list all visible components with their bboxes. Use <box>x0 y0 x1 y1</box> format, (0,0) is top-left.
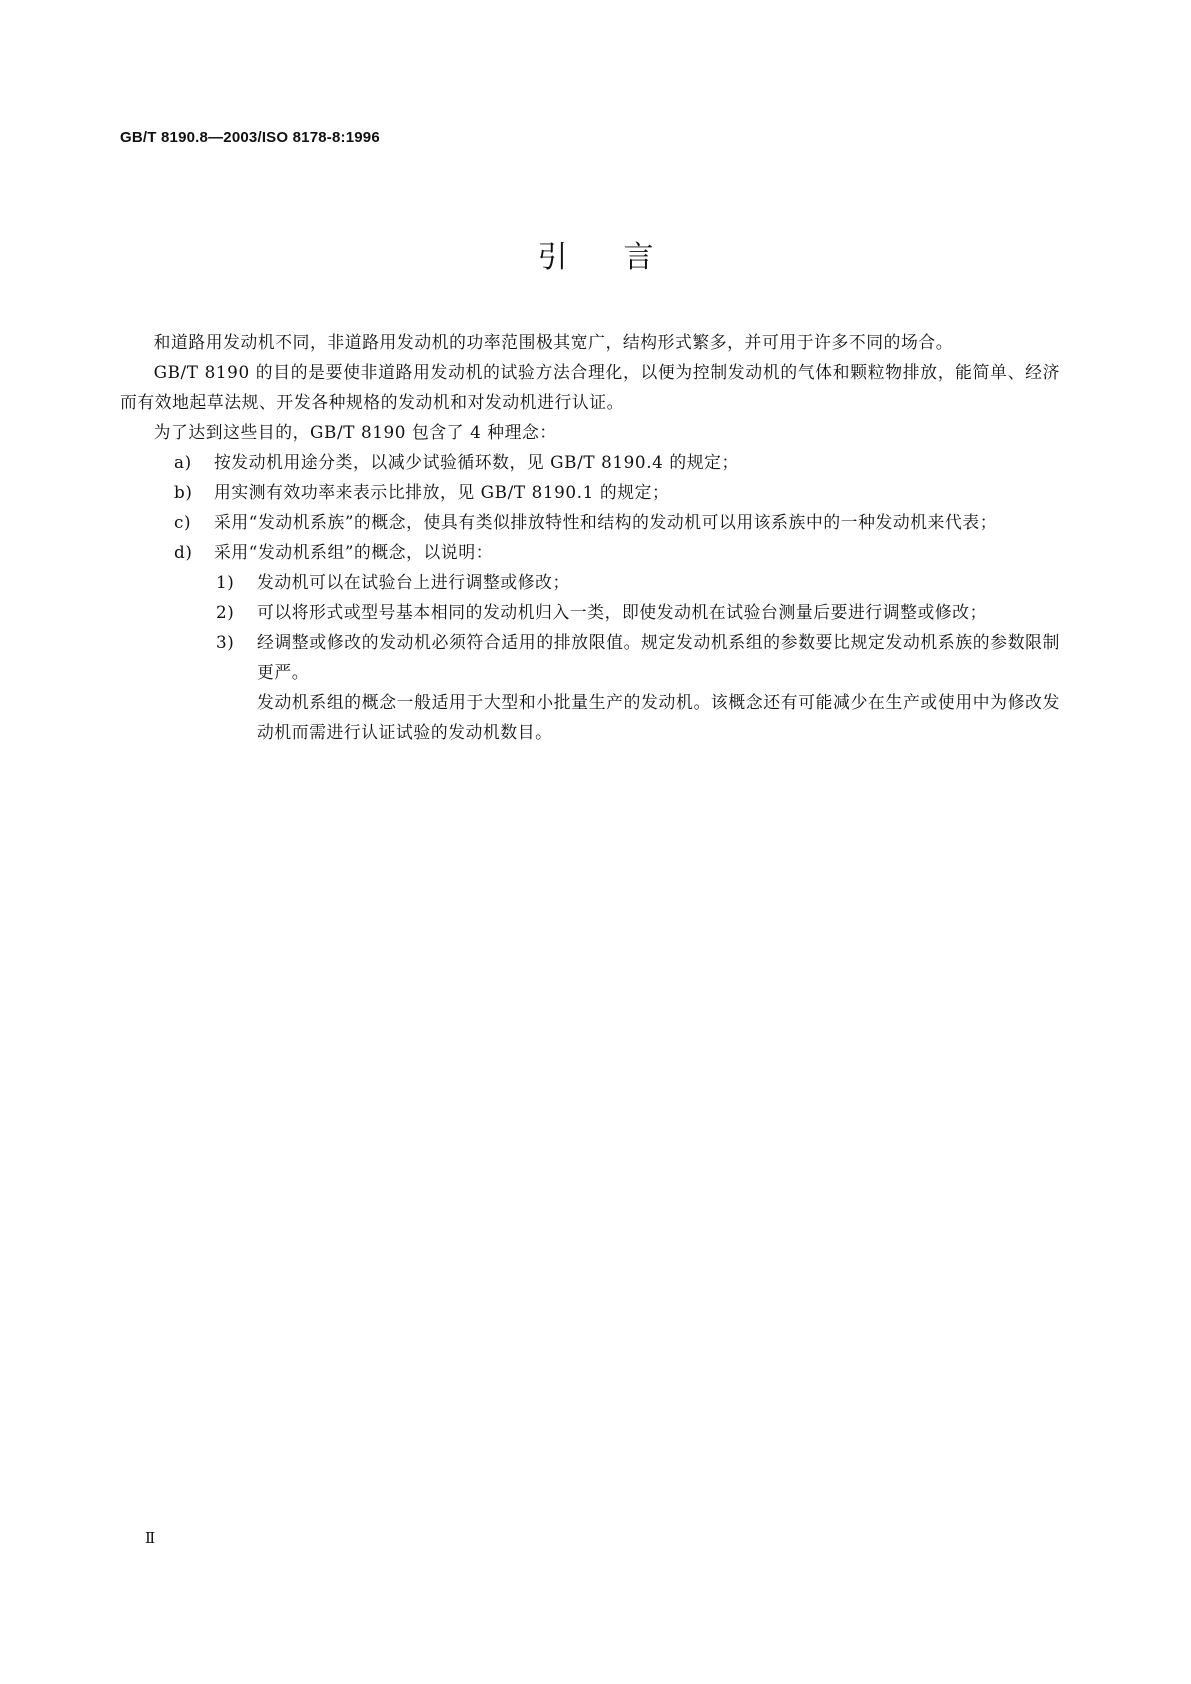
list-item-text: 按发动机用途分类，以减少试验循环数，见 GB/T 8190.4 的规定； <box>214 452 739 472</box>
list-marker: a) <box>174 452 192 472</box>
closing-note: 发动机系组的概念一般适用于大型和小批量生产的发动机。该概念还有可能减少在生产或使用中为修改发动机而需进行认证试验的发动机数目。 <box>257 692 1060 742</box>
list-item-a <box>120 447 1060 477</box>
list-item-text: 采用“发动机系组”的概念，以说明： <box>214 542 494 562</box>
list-marker: c) <box>174 512 192 532</box>
document-body <box>120 327 1060 747</box>
sublist-item-text: 发动机可以在试验台上进行调整或修改； <box>257 572 570 592</box>
sublist-marker: 3) <box>216 632 235 652</box>
page-title: 引言 <box>537 240 710 275</box>
list-marker: d) <box>174 542 193 562</box>
paragraph-1: 和道路用发动机不同，非道路用发动机的功率范围极其宽广，结构形式繁多，并可用于许多不同的场合。 <box>153 332 954 352</box>
list-item-d <box>120 537 1060 567</box>
sublist-marker: 1) <box>216 572 235 592</box>
sublist-item-text: 可以将形式或型号基本相同的发动机归入一类，即使发动机在试验台测量后要进行调整或修改； <box>257 602 988 622</box>
paragraph-2: GB/T 8190 的目的是要使非道路用发动机的试验方法合理化，以便为控制发动机的气体和颗粒物排放，能简单、经济而有效地起草法规、开发各种规格的发动机和对发动机进行认证。 <box>120 362 1060 412</box>
list-item-text: 采用“发动机系族”的概念，使具有类似排放特性和结构的发动机可以用该系族中的一种发动机来代表； <box>214 512 998 532</box>
page-number: Ⅱ <box>145 1529 156 1547</box>
list-item-text: 用实测有效功率来表示比排放，见 GB/T 8190.1 的规定； <box>214 482 670 502</box>
list-item-c <box>120 507 1060 537</box>
sublist-item-text: 经调整或修改的发动机必须符合适用的排放限值。规定发动机系组的参数要比规定发动机系族的参数限制更严。 <box>257 632 1060 682</box>
sublist-item-3 <box>120 627 1060 687</box>
list-item-b <box>120 477 1060 507</box>
sublist-item-2 <box>120 597 1060 627</box>
standard-header: GB/T 8190.8—2003/ISO 8178-8:1996 <box>120 129 380 146</box>
list-marker: b) <box>174 482 193 502</box>
sublist-item-1 <box>120 567 1060 597</box>
sublist-marker: 2) <box>216 602 235 622</box>
paragraph-3: 为了达到这些目的，GB/T 8190 包含了 4 种理念： <box>153 422 557 442</box>
